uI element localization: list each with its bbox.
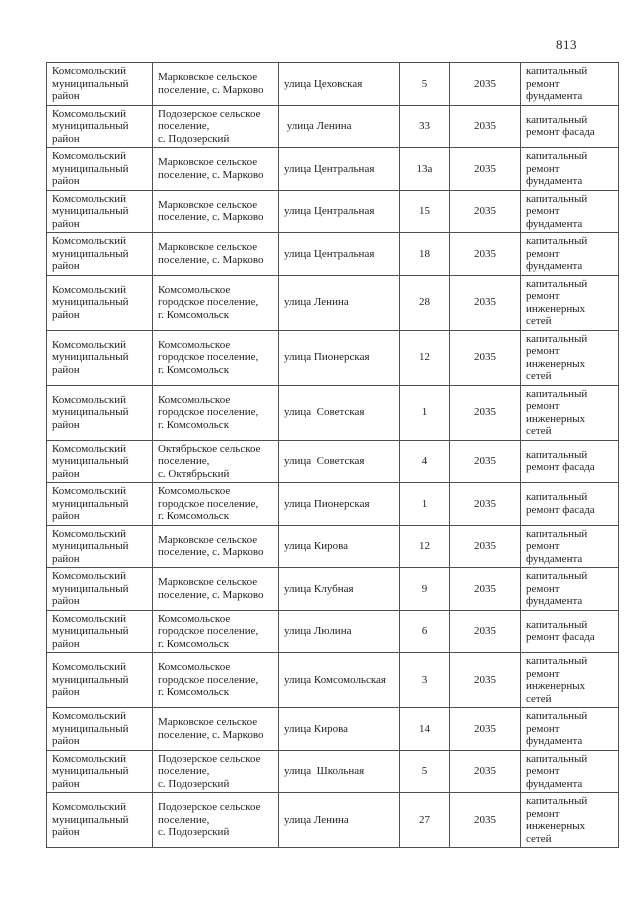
cell-settlement: Комсомольское городское поселение, г. Комсомольск (153, 610, 279, 653)
cell-street: улица Советская (279, 385, 400, 440)
cell-street: улица Пионерская (279, 483, 400, 526)
cell-work-type: капитальный ремонт фундамента (521, 708, 619, 751)
cell-settlement: Марковское сельское поселение, с. Марково (153, 63, 279, 106)
table-row (47, 610, 619, 653)
cell-work-type: капитальный ремонт фундамента (521, 63, 619, 106)
cell-year: 2035 (450, 793, 521, 848)
cell-work-type: капитальный ремонт фасада (521, 105, 619, 148)
cell-settlement: Подозерское сельское поселение, с. Подозерский (153, 750, 279, 793)
cell-settlement: Марковское сельское поселение, с. Марково (153, 708, 279, 751)
cell-house-number: 12 (400, 330, 450, 385)
cell-settlement: Комсомольское городское поселение, г. Комсомольск (153, 483, 279, 526)
cell-house-number: 27 (400, 793, 450, 848)
table-row (47, 708, 619, 751)
page-number: 813 (556, 37, 577, 52)
cell-district: Комсомольский муниципальный район (47, 525, 153, 568)
cell-settlement: Комсомольское городское поселение, г. Комсомольск (153, 330, 279, 385)
cell-year: 2035 (450, 483, 521, 526)
cell-work-type: капитальный ремонт фасада (521, 483, 619, 526)
cell-settlement: Комсомольское городское поселение, г. Комсомольск (153, 385, 279, 440)
cell-house-number: 9 (400, 568, 450, 611)
cell-work-type: капитальный ремонт фундамента (521, 233, 619, 276)
cell-work-type: капитальный ремонт инженерных сетей (521, 330, 619, 385)
cell-settlement: Подозерское сельское поселение, с. Подозерский (153, 105, 279, 148)
cell-year: 2035 (450, 653, 521, 708)
cell-year: 2035 (450, 385, 521, 440)
cell-district: Комсомольский муниципальный район (47, 190, 153, 233)
cell-district: Комсомольский муниципальный район (47, 610, 153, 653)
cell-work-type: капитальный ремонт фундамента (521, 568, 619, 611)
cell-work-type: капитальный ремонт фундамента (521, 525, 619, 568)
cell-street: улица Кирова (279, 525, 400, 568)
cell-work-type: капитальный ремонт фундамента (521, 750, 619, 793)
cell-district: Комсомольский муниципальный район (47, 750, 153, 793)
cell-house-number: 5 (400, 750, 450, 793)
cell-year: 2035 (450, 525, 521, 568)
cell-house-number: 13а (400, 148, 450, 191)
cell-street: улица Центральная (279, 233, 400, 276)
cell-district: Комсомольский муниципальный район (47, 653, 153, 708)
cell-year: 2035 (450, 610, 521, 653)
cell-street: улица Клубная (279, 568, 400, 611)
cell-year: 2035 (450, 440, 521, 483)
cell-work-type: капитальный ремонт фундамента (521, 190, 619, 233)
table-row (47, 568, 619, 611)
cell-district: Комсомольский муниципальный район (47, 708, 153, 751)
cell-district: Комсомольский муниципальный район (47, 105, 153, 148)
cell-district: Комсомольский муниципальный район (47, 793, 153, 848)
table-row (47, 148, 619, 191)
cell-house-number: 15 (400, 190, 450, 233)
cell-house-number: 6 (400, 610, 450, 653)
cell-year: 2035 (450, 568, 521, 611)
cell-house-number: 1 (400, 483, 450, 526)
cell-street: улица Ленина (279, 793, 400, 848)
cell-settlement: Комсомольское городское поселение, г. Комсомольск (153, 275, 279, 330)
cell-house-number: 4 (400, 440, 450, 483)
cell-house-number: 12 (400, 525, 450, 568)
capital-repair-schedule-table (46, 62, 619, 848)
cell-settlement: Подозерское сельское поселение, с. Подозерский (153, 793, 279, 848)
cell-year: 2035 (450, 63, 521, 106)
cell-house-number: 1 (400, 385, 450, 440)
cell-street: улица Школьная (279, 750, 400, 793)
cell-work-type: капитальный ремонт фундамента (521, 148, 619, 191)
cell-work-type: капитальный ремонт фасада (521, 440, 619, 483)
table-body (47, 63, 619, 848)
cell-street: улица Цеховская (279, 63, 400, 106)
cell-settlement: Марковское сельское поселение, с. Марково (153, 190, 279, 233)
cell-year: 2035 (450, 708, 521, 751)
table-row (47, 275, 619, 330)
cell-work-type: капитальный ремонт инженерных сетей (521, 275, 619, 330)
table-row (47, 190, 619, 233)
cell-settlement: Марковское сельское поселение, с. Марково (153, 148, 279, 191)
cell-settlement: Марковское сельское поселение, с. Марково (153, 525, 279, 568)
cell-street: улица Кирова (279, 708, 400, 751)
table-row (47, 63, 619, 106)
cell-house-number: 33 (400, 105, 450, 148)
cell-district: Комсомольский муниципальный район (47, 330, 153, 385)
table-row (47, 750, 619, 793)
cell-year: 2035 (450, 190, 521, 233)
cell-street: улица Комсомольская (279, 653, 400, 708)
cell-house-number: 28 (400, 275, 450, 330)
cell-district: Комсомольский муниципальный район (47, 233, 153, 276)
cell-district: Комсомольский муниципальный район (47, 148, 153, 191)
cell-street: улица Ленина (279, 105, 400, 148)
cell-house-number: 14 (400, 708, 450, 751)
cell-work-type: капитальный ремонт инженерных сетей (521, 653, 619, 708)
cell-year: 2035 (450, 105, 521, 148)
cell-work-type: капитальный ремонт инженерных сетей (521, 793, 619, 848)
cell-street: улица Ленина (279, 275, 400, 330)
cell-settlement: Октябрьское сельское поселение, с. Октябрьский (153, 440, 279, 483)
cell-district: Комсомольский муниципальный район (47, 275, 153, 330)
table-row (47, 105, 619, 148)
cell-year: 2035 (450, 330, 521, 385)
cell-work-type: капитальный ремонт фасада (521, 610, 619, 653)
cell-district: Комсомольский муниципальный район (47, 385, 153, 440)
table-row (47, 793, 619, 848)
cell-district: Комсомольский муниципальный район (47, 440, 153, 483)
cell-house-number: 18 (400, 233, 450, 276)
table-row (47, 525, 619, 568)
table-row (47, 653, 619, 708)
cell-district: Комсомольский муниципальный район (47, 568, 153, 611)
cell-street: улица Пионерская (279, 330, 400, 385)
cell-house-number: 3 (400, 653, 450, 708)
cell-work-type: капитальный ремонт инженерных сетей (521, 385, 619, 440)
cell-house-number: 5 (400, 63, 450, 106)
cell-year: 2035 (450, 275, 521, 330)
cell-year: 2035 (450, 233, 521, 276)
table-row (47, 330, 619, 385)
cell-year: 2035 (450, 750, 521, 793)
cell-street: улица Центральная (279, 190, 400, 233)
cell-settlement: Марковское сельское поселение, с. Марково (153, 233, 279, 276)
table-row (47, 483, 619, 526)
table-row (47, 385, 619, 440)
table-row (47, 233, 619, 276)
cell-street: улица Люлина (279, 610, 400, 653)
cell-settlement: Марковское сельское поселение, с. Марково (153, 568, 279, 611)
cell-district: Комсомольский муниципальный район (47, 63, 153, 106)
cell-street: улица Советская (279, 440, 400, 483)
cell-district: Комсомольский муниципальный район (47, 483, 153, 526)
cell-street: улица Центральная (279, 148, 400, 191)
cell-year: 2035 (450, 148, 521, 191)
cell-settlement: Комсомольское городское поселение, г. Комсомольск (153, 653, 279, 708)
table-row (47, 440, 619, 483)
